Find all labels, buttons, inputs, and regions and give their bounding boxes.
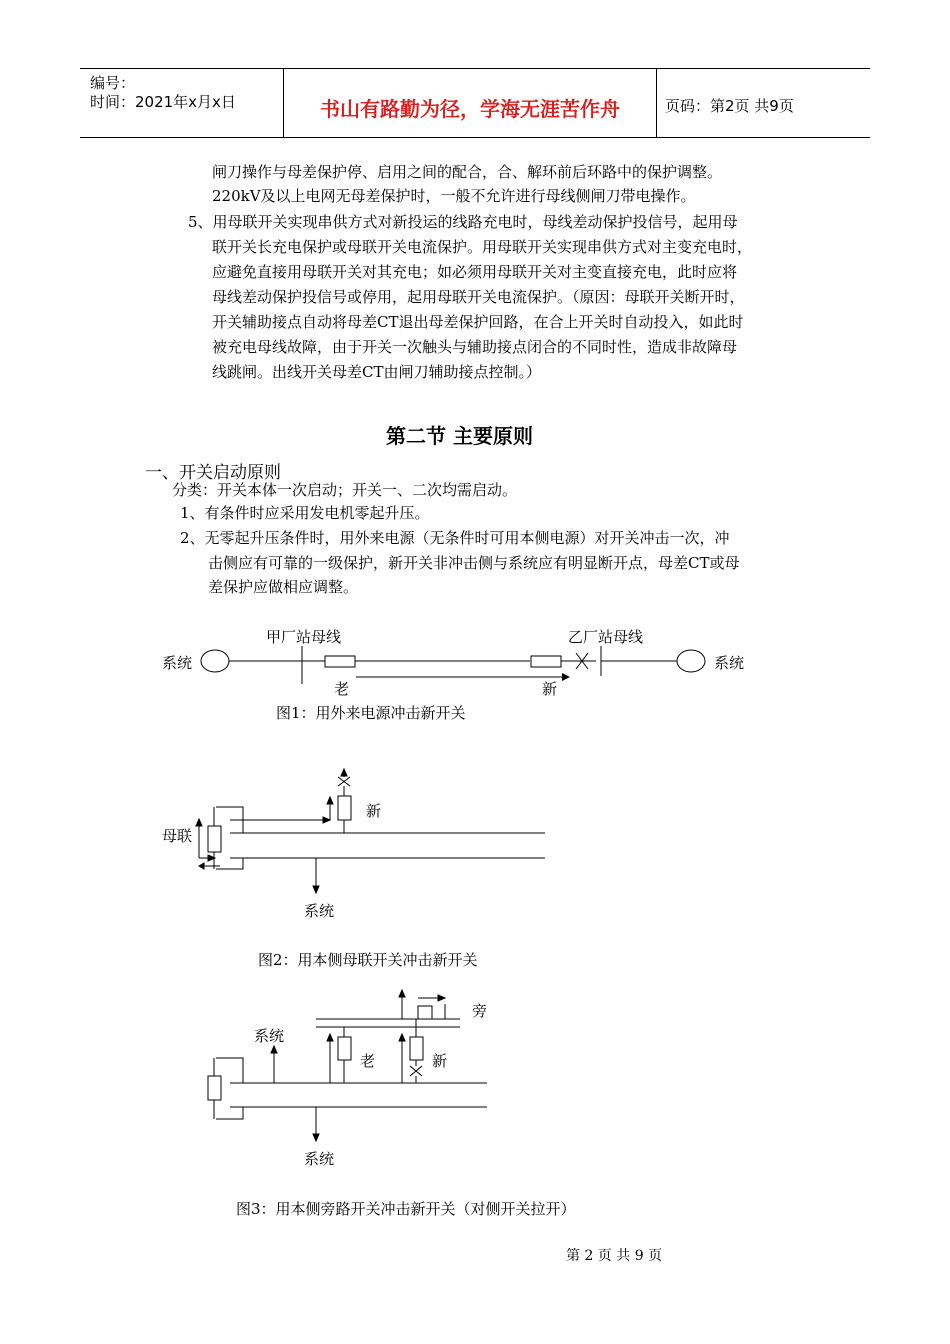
fig1-bus-a: 甲厂站母线 <box>266 628 342 646</box>
fig1-new: 新 <box>542 680 558 698</box>
fig1-system-left: 系统 <box>162 654 193 672</box>
fig3-old: 老 <box>360 1052 376 1070</box>
fig1-system-right: 系统 <box>714 654 745 672</box>
item5-line-3: 应避免直接用母联开关对其充电；如必须用母联开关对主变直接充电，此时应将 <box>212 263 738 281</box>
fig3-caption: 图3：用本侧旁路开关冲击新开关（对侧开关拉开） <box>236 1200 576 1218</box>
item1: 1、有条件时应采用发电机零起升压。 <box>180 504 430 522</box>
section-title: 第二节 主要原则 <box>386 424 533 448</box>
fig2-caption: 图2：用本侧母联开关冲击新开关 <box>258 951 478 969</box>
fig3-bypass: 旁 <box>472 1002 488 1020</box>
classification: 分类：开关本体一次启动；开关一、二次均需启动。 <box>172 481 518 499</box>
item5-line-7: 线跳闸。出线开关母差CT由闸刀辅助接点控制。） <box>212 363 541 381</box>
item5-line-1: 5、用母联开关实现串供方式对新投运的线路充电时，母线差动保护投信号，起用母 <box>188 213 738 231</box>
subsection-title: 一、开关启动原则 <box>145 463 281 483</box>
item2-line-3: 差保护应做相应调整。 <box>208 578 359 596</box>
item5-line-6: 被充电母线故障，由于开关一次触头与辅助接点闭合的不同时性，造成非故障母 <box>212 338 738 356</box>
fig3-system-bottom: 系统 <box>304 1150 335 1168</box>
item5-line-4: 母线差动保护投信号或停用，起用母联开关电流保护。（原因：母联开关断开时， <box>212 288 745 306</box>
fig1-bus-b: 乙厂站母线 <box>568 628 644 646</box>
number-label: 编号： <box>90 74 136 92</box>
item2-line-1: 2、无零起升压条件时，用外来电源（无条件时可用本侧电源）对开关冲击一次，冲 <box>180 529 730 547</box>
item5-line-5: 开关辅助接点自动将母差CT退出母差保护回路，在合上开关时自动投入，如此时 <box>212 313 744 331</box>
intro-line-1: 闸刀操作与母差保护停、启用之间的配合，合、解环前后环路中的保护调整。 <box>212 163 723 181</box>
fig3-system-top: 系统 <box>254 1027 285 1045</box>
old-breaker <box>338 1037 351 1060</box>
item2-line-2: 击侧应有可靠的一级保护，新开关非冲击侧与系统应有明显断开点，母差CT或母 <box>208 554 740 572</box>
intro-line-2: 220kV及以上电网无母差保护时，一般不允许进行母线侧闸刀带电操作。 <box>212 187 696 205</box>
time-label: 时间：2021年x月x日 <box>90 93 236 111</box>
page-label: 页码：第2页 共9页 <box>665 97 794 115</box>
fig2-coupler: 母联 <box>162 827 193 845</box>
coupler-breaker <box>208 1076 221 1100</box>
fig2-system: 系统 <box>304 902 335 920</box>
new-breaker <box>410 1037 423 1060</box>
fig3-new: 新 <box>432 1052 448 1070</box>
motto: 书山有路勤为径，学海无涯苦作舟 <box>320 97 620 121</box>
fig1-caption: 图1：用外来电源冲击新开关 <box>276 704 466 722</box>
fig1-old: 老 <box>334 680 350 698</box>
item5-line-2: 联开关长充电保护或母联开关电流保护。用母联开关实现串供方式对主变充电时， <box>212 238 753 256</box>
fig2-new: 新 <box>366 802 382 820</box>
page-footer: 第 2 页 共 9 页 <box>566 1248 663 1264</box>
